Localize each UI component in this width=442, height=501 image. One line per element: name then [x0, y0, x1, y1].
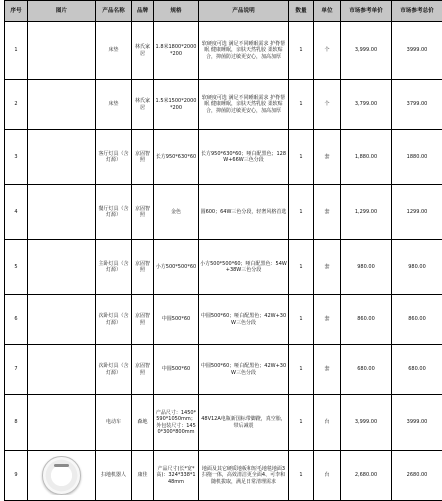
- table-row: [5, 185, 442, 240]
- cell-total: 3799.00: [392, 80, 442, 130]
- cell-qty: 1: [289, 451, 314, 501]
- cell-brand: 京固智照: [132, 240, 154, 295]
- cell-unit: 台: [314, 451, 341, 501]
- cell-name: 次卧灯具（含灯源）: [96, 295, 132, 345]
- cell-brand: 京固智照: [132, 130, 154, 185]
- cell-name: 餐厅灯具（含灯源）: [96, 185, 132, 240]
- cell-total: 980.00: [392, 240, 442, 295]
- cell-brand: 康佳: [132, 451, 154, 501]
- cell-unit: 套: [314, 185, 341, 240]
- cell-spec: 中圆500*60: [154, 295, 199, 345]
- cell-brand: 京固智照: [132, 345, 154, 395]
- cell-desc: 软硬度可选 满足不同睡眠需求 护脊帮眠 健康睡眠，亲肤天然乳胶 柔软贴合，抑菌防过敏更安心，加高加厚: [199, 80, 289, 130]
- cell-brand: 京固智照: [132, 295, 154, 345]
- cell-name: 主卧灯具（含灯源）: [96, 240, 132, 295]
- header-brand: 品牌: [132, 1, 154, 22]
- cell-name: 电动车: [96, 395, 132, 451]
- cell-desc: 小方500*500*60；哑白配黑色：54W+38W三色分段: [199, 240, 289, 295]
- cell-qty: 1: [289, 395, 314, 451]
- cell-qty: 1: [289, 240, 314, 295]
- cell-brand: 林氏家居: [132, 22, 154, 80]
- cell-no: 9: [5, 451, 28, 501]
- cell-unit-price: 1,880.00: [341, 130, 392, 185]
- cell-unit-price: 3,999.00: [341, 395, 392, 451]
- cell-qty: 1: [289, 22, 314, 80]
- cell-desc: 软硬度可选 满足不同睡眠需求 护脊帮眠 健康睡眠，亲肤天然乳胶 柔软贴合，抑菌防过敏更安心，加高加厚: [199, 22, 289, 80]
- cell-desc: 长方950*630*60；哑白配黑色；128W+66W三色分段: [199, 130, 289, 185]
- table-row: [5, 345, 442, 395]
- cell-no: 1: [5, 22, 28, 80]
- cell-unit-price: 680.00: [341, 345, 392, 395]
- cell-image: [28, 240, 96, 295]
- cell-qty: 1: [289, 130, 314, 185]
- cell-unit-price: 3,799.00: [341, 80, 392, 130]
- cell-no: 2: [5, 80, 28, 130]
- cell-unit: 套: [314, 345, 341, 395]
- cell-desc: 中圆500*60；哑白配黑色；42W+30W三色分段: [199, 345, 289, 395]
- cell-image: [28, 395, 96, 451]
- cell-qty: 1: [289, 80, 314, 130]
- cell-image: [28, 185, 96, 240]
- cell-unit: 台: [314, 395, 341, 451]
- cell-spec: 产品尺寸：1450*590*1050mm；外包装尺寸：1450*300*800mm: [154, 395, 199, 451]
- header-qty: 数量: [289, 1, 314, 22]
- cell-image: [28, 80, 96, 130]
- cell-spec: 1.8米1800*2000*200: [154, 22, 199, 80]
- cell-image: [28, 451, 96, 501]
- cell-brand: 京固智照: [132, 185, 154, 240]
- header-desc: 产品说明: [199, 1, 289, 22]
- header-image: 图片: [28, 1, 96, 22]
- table-row: [5, 295, 442, 345]
- header-row: [5, 1, 442, 22]
- cell-spec: 长方950*630*60: [154, 130, 199, 185]
- cell-qty: 1: [289, 295, 314, 345]
- cell-total: 1880.00: [392, 130, 442, 185]
- robot-vacuum-image: [29, 456, 94, 494]
- cell-unit: 套: [314, 240, 341, 295]
- cell-total: 3999.00: [392, 395, 442, 451]
- cell-unit: 个: [314, 80, 341, 130]
- cell-desc: 圆600；64W三色分段，轻奢风格首选: [199, 185, 289, 240]
- cell-image: [28, 295, 96, 345]
- cell-no: 8: [5, 395, 28, 451]
- cell-spec: 金色: [154, 185, 199, 240]
- cell-qty: 1: [289, 345, 314, 395]
- cell-unit-price: 860.00: [341, 295, 392, 345]
- cell-no: 3: [5, 130, 28, 185]
- table-row: [5, 240, 442, 295]
- header-name: 产品名称: [96, 1, 132, 22]
- cell-spec: 产品尺寸(长*宽*高)：324*338*148mm: [154, 451, 199, 501]
- cell-desc: 48V12A电瓶新国标带脚蹬，真空胎，带后减震: [199, 395, 289, 451]
- cell-name: 客厅灯具（含灯源）: [96, 130, 132, 185]
- table-row: [5, 395, 442, 451]
- cell-desc: 中圆500*60；哑白配黑色；42W+30W三色分段: [199, 295, 289, 345]
- cell-desc: 地面及其它硬质地板和短毛地毯地面3扫拖一体，高效清洁更全面4、可李和随机拔取，满足日常清理需求: [199, 451, 289, 501]
- cell-name: 床垫: [96, 22, 132, 80]
- cell-unit: 套: [314, 295, 341, 345]
- cell-total: 3999.00: [392, 22, 442, 80]
- cell-unit-price: 980.00: [341, 240, 392, 295]
- cell-total: 2680.00: [392, 451, 442, 501]
- cell-name: 床垫: [96, 80, 132, 130]
- cell-spec: 小方500*500*60: [154, 240, 199, 295]
- header-no: 序号: [5, 1, 28, 22]
- cell-unit-price: 3,999.00: [341, 22, 392, 80]
- product-quote-table: [4, 0, 442, 501]
- cell-name: 扫地机器人: [96, 451, 132, 501]
- header-unit-price: 市场参考单价: [341, 1, 392, 22]
- header-total: 市场参考总价: [392, 1, 442, 22]
- cell-unit-price: 1,299.00: [341, 185, 392, 240]
- header-unit: 单位: [314, 1, 341, 22]
- cell-no: 4: [5, 185, 28, 240]
- table-row: [5, 22, 442, 80]
- cell-image: [28, 130, 96, 185]
- cell-spec: 1.5米1500*2000*200: [154, 80, 199, 130]
- cell-name: 次卧灯具（含灯源）: [96, 345, 132, 395]
- cell-no: 6: [5, 295, 28, 345]
- cell-no: 5: [5, 240, 28, 295]
- table-row: [5, 80, 442, 130]
- cell-total: 680.00: [392, 345, 442, 395]
- cell-unit-price: 2,680.00: [341, 451, 392, 501]
- header-spec: 规格: [154, 1, 199, 22]
- cell-total: 1299.00: [392, 185, 442, 240]
- cell-spec: 中圆500*60: [154, 345, 199, 395]
- cell-total: 860.00: [392, 295, 442, 345]
- table-row: [5, 451, 442, 501]
- cell-qty: 1: [289, 185, 314, 240]
- cell-brand: 森地: [132, 395, 154, 451]
- cell-unit: 个: [314, 22, 341, 80]
- cell-image: [28, 22, 96, 80]
- table-row: [5, 130, 442, 185]
- cell-brand: 林氏家居: [132, 80, 154, 130]
- cell-unit: 套: [314, 130, 341, 185]
- cell-no: 7: [5, 345, 28, 395]
- cell-image: [28, 345, 96, 395]
